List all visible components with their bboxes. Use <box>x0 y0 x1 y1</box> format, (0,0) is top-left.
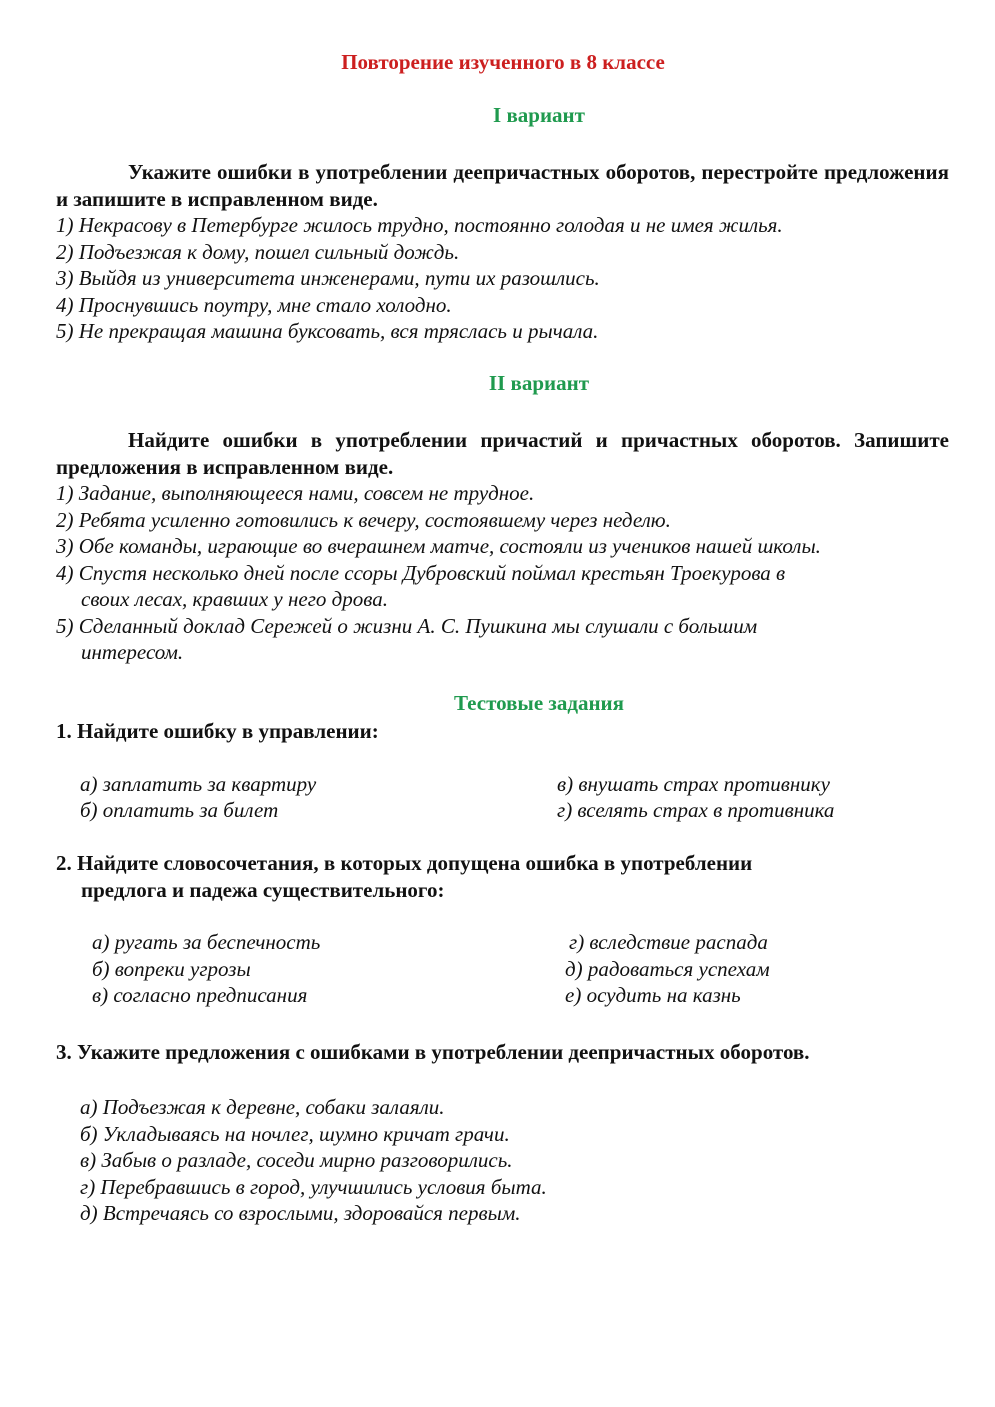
q2-option-b: б) вопреки угрозы <box>92 957 251 981</box>
list-item: 1) Задание, выполняющееся нами, совсем не трудное. <box>56 481 535 505</box>
q2-option-g: г) вследствие распада <box>569 930 768 954</box>
question-2-line-2: предлога и падежа существительного: <box>81 877 445 902</box>
variant-1-heading: I вариант <box>493 103 585 127</box>
variant-2-items <box>56 480 956 666</box>
list-item: 1) Некрасову в Петербурге жилось трудно, постоянно голодая и не имея жилья. <box>56 213 783 237</box>
q3-option: а) Подъезжая к деревне, собаки залаяли. <box>80 1095 445 1119</box>
question-3: 3. Укажите предложения с ошибками в употреблении деепричастных оборотов. <box>56 1040 810 1064</box>
page-title: Повторение изученного в 8 классе <box>341 50 665 74</box>
list-item: 3) Обе команды, играющие во вчерашнем матче, состояли из учеников нашей школы. <box>56 534 821 558</box>
q3-options <box>80 1094 980 1227</box>
tests-heading: Тестовые задания <box>453 691 625 715</box>
variant-1-items <box>56 212 956 345</box>
variant-2-heading: II вариант <box>488 371 590 395</box>
q3-option: в) Забыв о разладе, соседи мирно разговорились. <box>80 1148 513 1172</box>
list-item: 5) Не прекращая машина буксовать, вся тряслась и рычала. <box>56 319 599 343</box>
variant-1-task: Укажите ошибки в употреблении деепричастных оборотов, перестройте предложения и запишите в исправленном виде. <box>56 160 949 211</box>
q2-option-a: а) ругать за беспечность <box>92 930 321 954</box>
variant-2-task: Найдите ошибки в употреблении причастий и причастных оборотов. Запишите предложения в исправленном виде. <box>56 428 949 479</box>
q1-option-g: г) вселять страх в противника <box>557 798 835 822</box>
q1-option-a: а) заплатить за квартиру <box>80 772 317 796</box>
q3-option: б) Укладываясь на ночлег, шумно кричат грачи. <box>80 1121 510 1146</box>
list-item-continuation: своих лесах, кравших у него дрова. <box>81 587 389 611</box>
question-1: 1. Найдите ошибку в управлении: <box>56 719 379 743</box>
q3-option: д) Встречаясь со взрослыми, здоровайся первым. <box>80 1201 521 1225</box>
list-item: 2) Подъезжая к дому, пошел сильный дождь. <box>56 239 460 264</box>
list-item: 4) Спустя несколько дней после ссоры Дубровский поймал крестьян Троекурова в <box>56 560 786 585</box>
q2-option-e: е) осудить на казнь <box>565 983 741 1007</box>
q1-option-b: б) оплатить за билет <box>80 798 279 822</box>
question-2 <box>56 850 752 903</box>
list-item: 2) Ребята усиленно готовились к вечеру, состоявшему через неделю. <box>56 507 671 532</box>
q1-option-v: в) внушать страх противнику <box>557 772 830 796</box>
q2-option-v: в) согласно предписания <box>92 983 308 1007</box>
list-item: 3) Выйдя из университета инженерами, пути их разошлись. <box>56 266 600 290</box>
list-item: 4) Проснувшись поутру, мне стало холодно. <box>56 292 452 317</box>
list-item: 5) Сделанный доклад Сережей о жизни А. С. Пушкина мы слушали с большим <box>56 613 758 638</box>
list-item-continuation: интересом. <box>81 640 184 664</box>
question-2-line-1: 2. Найдите словосочетания, в которых допущена ошибка в употреблении <box>56 851 753 875</box>
q2-option-d: д) радоваться успехам <box>565 957 770 981</box>
q3-option: г) Перебравшись в город, улучшились условия быта. <box>80 1174 547 1199</box>
